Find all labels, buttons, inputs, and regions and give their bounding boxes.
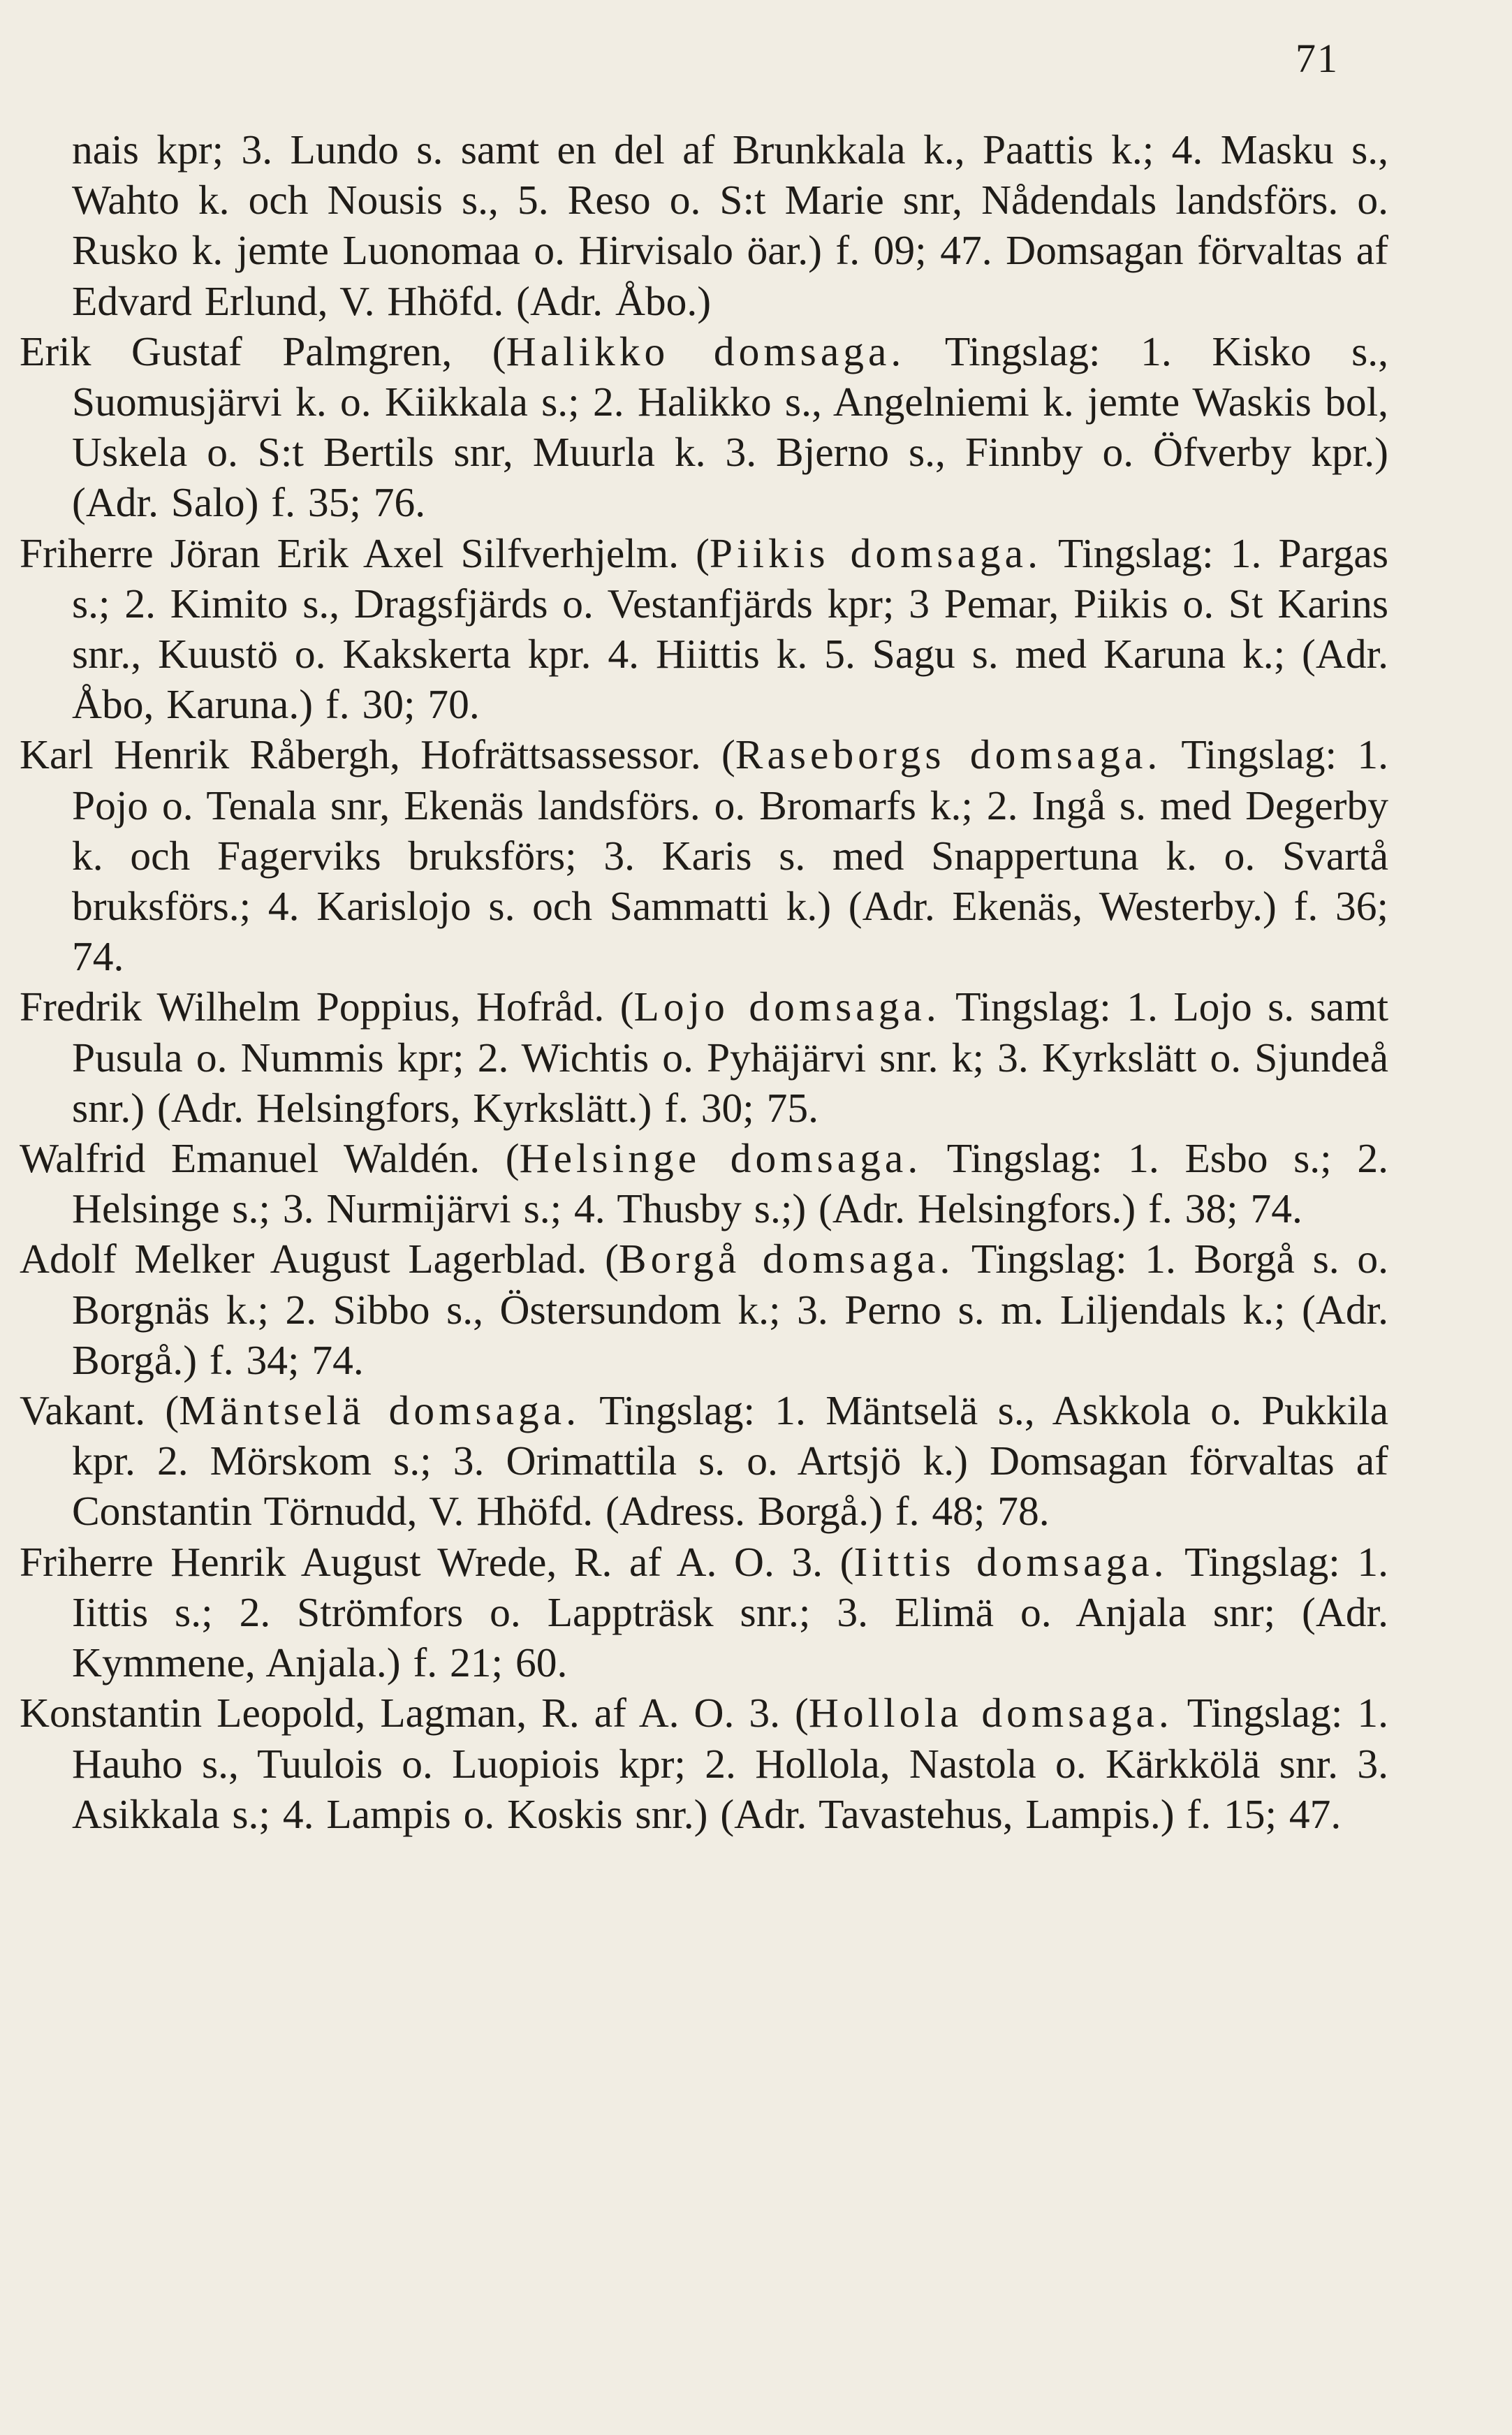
domsaga-name: Iittis domsaga. — [853, 1538, 1168, 1585]
entry-intro: Konstantin Leopold, Lagman, R. af A. O. 3. ( — [20, 1690, 809, 1736]
entry-details: Tingslag: 1. Iittis s.; 2. Strömfors o. Lappträsk snr.; 3. Elimä o. Anjala snr; (Adr. Kymmene, Anjala.) f. 21; 60. — [72, 1538, 1388, 1686]
entry-mantsela — [20, 1385, 1388, 1537]
entry-intro: Fredrik Wilhelm Poppius, Hofråd. ( — [20, 983, 634, 1030]
domsaga-name: Helsinge domsaga. — [519, 1135, 923, 1182]
entry-intro: Erik Gustaf Palmgren, ( — [20, 328, 506, 374]
entry-hollola — [20, 1688, 1388, 1839]
domsaga-name: Piikis domsaga. — [709, 529, 1042, 576]
entry-intro: Adolf Melker August Lagerblad. ( — [20, 1236, 619, 1282]
entry-details: Tingslag: 1. Esbo s.; 2. Helsinge s.; 3. Nurmijärvi s.; 4. Thusby s.;) (Adr. Helsingfors.) f. 38; 74. — [72, 1135, 1389, 1232]
entry-continuation — [20, 124, 1388, 326]
entry-iittis — [20, 1537, 1388, 1688]
entry-halikko — [20, 326, 1388, 528]
entry-details: Tingslag: 1. Hauho s., Tuulois o. Luopiois kpr; 2. Hollola, Nastola o. Kärkkölä snr. 3. Asikkala s.; 4. Lampis o. Koskis snr.) (Adr. Tavastehus, Lampis.) f. 15; 47. — [72, 1690, 1388, 1837]
entry-intro: Walfrid Emanuel Waldén. ( — [20, 1135, 520, 1182]
entry-raseborgs — [20, 729, 1388, 981]
entry-intro: Karl Henrik Råbergh, Hofrättsassessor. ( — [20, 731, 735, 778]
entry-lojo — [20, 981, 1388, 1133]
entry-text: nais kpr; 3. Lundo s. samt en del af Brunkkala k., Paattis k.; 4. Masku s., Wahto k. och Nousis s., 5. Reso o. S:t Marie snr, Nådendals landsförs. o. Rusko k. jemte Luonomaa o. Hirvisalo öar.) f. 09; 47. Domsagan förvaltas af Edvard Erlund, V. Hhöfd. (Adr. Åbo.) — [72, 126, 1388, 324]
entry-borga — [20, 1234, 1388, 1385]
entry-details: Tingslag: 1. Mäntselä s., Askkola o. Pukkila kpr. 2. Mörskom s.; 3. Orimattila s. o. Artsjö k.) Domsagan förvaltas af Constantin Törnudd, V. Hhöfd. (Adress. Borgå.) f. 48; 78. — [72, 1387, 1389, 1535]
entry-intro: Friherre Henrik August Wrede, R. af A. O. 3. ( — [20, 1538, 854, 1585]
domsaga-name: Raseborgs domsaga. — [735, 731, 1162, 778]
domsaga-name: Lojo domsaga. — [633, 983, 941, 1030]
domsaga-name: Halikko domsaga. — [506, 328, 906, 374]
domsaga-name: Mäntselä domsaga. — [179, 1387, 581, 1434]
entry-details: Tingslag: 1. Lojo s. samt Pusula o. Nummis kpr; 2. Wichtis o. Pyhäjärvi snr. k; 3. Kyrkslätt o. Sjundeå snr.) (Adr. Helsingfors, Kyrkslätt.) f. 30; 75. — [72, 983, 1389, 1131]
domsaga-name: Hollola domsaga. — [808, 1690, 1173, 1736]
page-text — [20, 124, 1388, 1839]
entry-intro: Vakant. ( — [20, 1387, 179, 1434]
entry-details: Tingslag: 1. Pojo o. Tenala snr, Ekenäs landsförs. o. Bromarfs k.; 2. Ingå s. med Degerby k. och Fagerviks bruksförs; 3. Karis s. med Snappertuna k. o. Svartå bruksförs.; 4. Karislojo s. och Sammatti k.) (Adr. Ekenäs, Westerby.) f. 36; 74. — [72, 731, 1388, 980]
page-number: 71 — [1296, 36, 1339, 81]
entry-details: Tingslag: 1. Borgå s. o. Borgnäs k.; 2. Sibbo s., Östersundom k.; 3. Perno s. m. Liljendals k.; (Adr. Borgå.) f. 34; 74. — [72, 1236, 1389, 1383]
entry-intro: Friherre Jöran Erik Axel Silfverhjelm. ( — [20, 529, 710, 576]
entry-details: Tingslag: 1. Kisko s., Suomusjärvi k. o. Kiikkala s.; 2. Halikko s., Angelniemi k. jemte Waskis bol, Uskela o. S:t Bertils snr, Muurla k. 3. Bjerno s., Finnby o. Öfverby kpr.) (Adr. Salo) f. 35; 76. — [72, 328, 1388, 526]
domsaga-name: Borgå domsaga. — [618, 1236, 955, 1282]
entry-details: Tingslag: 1. Pargas s.; 2. Kimito s., Dragsfjärds o. Vestanfjärds kpr; 3 Pemar, Piikis o. St Karins snr., Kuustö o. Kakskerta kpr. 4. Hiittis k. 5. Sagu s. med Karuna k.; (Adr. Åbo, Karuna.) f. 30; 70. — [72, 529, 1388, 728]
entry-helsinge — [20, 1133, 1388, 1234]
entry-piikis — [20, 528, 1388, 730]
